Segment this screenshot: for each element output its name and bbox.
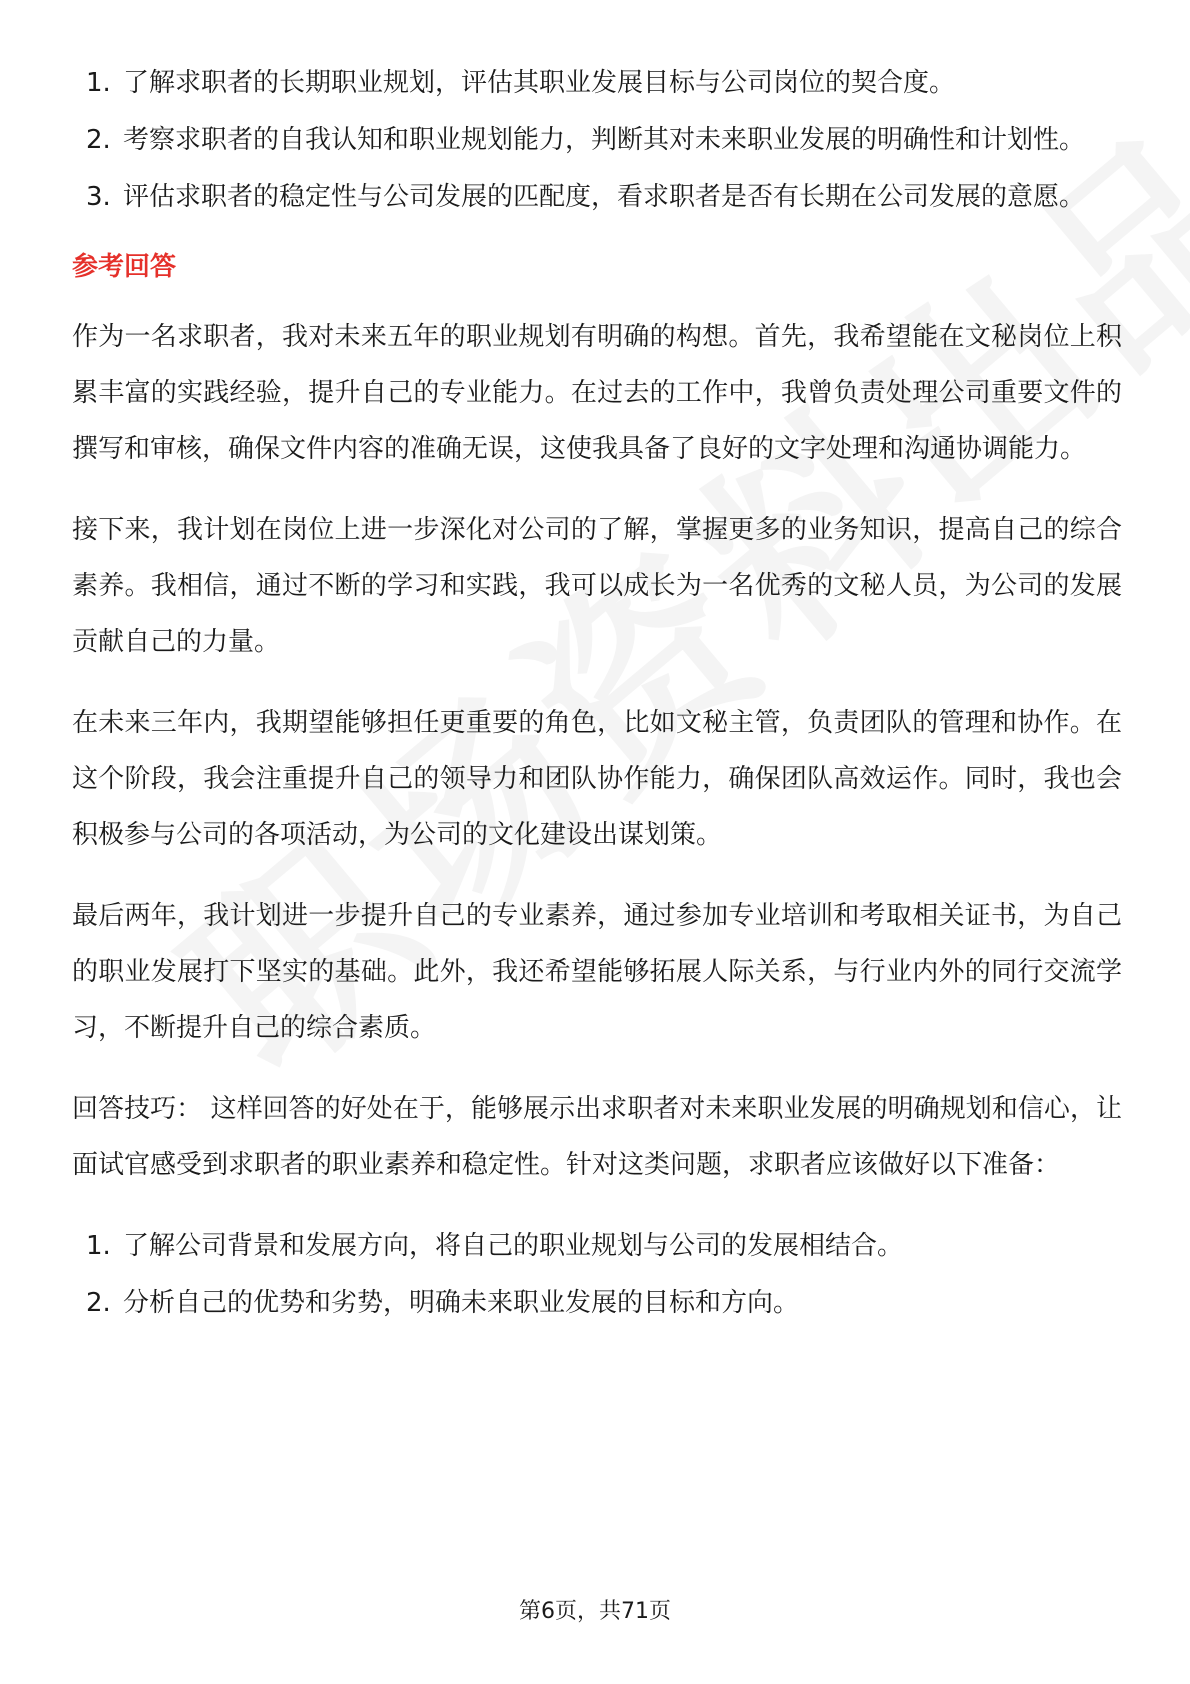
paragraph: 最后两年，我计划进一步提升自己的专业素养，通过参加专业培训和考取相关证书，为自己的职业发展打下坚实的基础。此外，我还希望能够拓展人际关系，与行业内外的同行交流学习，不断提升自己的综合素质。 <box>72 901 1122 1043</box>
list-item-text: 考察求职者的自我认知和职业规划能力，判断其对未来职业发展的明确性和计划性。 <box>123 125 1086 155</box>
list-item-text: 评估求职者的稳定性与公司发展的匹配度，看求职者是否有长期在公司发展的意愿。 <box>123 182 1086 212</box>
list-item-number: 2. <box>86 1288 111 1318</box>
list-item <box>72 55 1122 111</box>
list-item <box>72 169 1122 225</box>
list-top <box>72 55 1122 225</box>
paragraph: 接下来，我计划在岗位上进一步深化对公司的了解，掌握更多的业务知识，提高自己的综合素养。我相信，通过不断的学习和实践，我可以成长为一名优秀的文秘人员，为公司的发展贡献自己的力量。 <box>72 515 1122 657</box>
section-heading: 参考回答 <box>72 252 177 282</box>
list-item-number: 2. <box>86 125 111 155</box>
paragraph: 回答技巧： 这样回答的好处在于，能够展示出求职者对未来职业发展的明确规划和信心，让面试官感受到求职者的职业素养和稳定性。针对这类问题，求职者应该做好以下准备： <box>72 1094 1122 1180</box>
list-item-text: 分析自己的优势和劣势，明确未来职业发展的目标和方向。 <box>123 1288 800 1318</box>
paragraph: 作为一名求职者，我对未来五年的职业规划有明确的构想。首先，我希望能在文秘岗位上积累丰富的实践经验，提升自己的专业能力。在过去的工作中，我曾负责处理公司重要文件的撰写和审核，确保文件内容的准确无误，这使我具备了良好的文字处理和沟通协调能力。 <box>72 322 1122 464</box>
page-footer: 第6页，共71页 <box>519 1599 671 1624</box>
list-item-text: 了解公司背景和发展方向，将自己的职业规划与公司的发展相结合。 <box>123 1231 904 1261</box>
list-item-number: 1. <box>86 68 111 98</box>
list-item <box>72 112 1122 168</box>
list-item-number: 1. <box>86 1231 111 1261</box>
list-item <box>72 1275 1122 1331</box>
page-content <box>72 55 1122 1332</box>
list-bottom <box>72 1218 1122 1331</box>
paragraph: 在未来三年内，我期望能够担任更重要的角色，比如文秘主管，负责团队的管理和协作。在这个阶段，我会注重提升自己的领导力和团队协作能力，确保团队高效运作。同时，我也会积极参与公司的各项活动，为公司的文化建设出谋划策。 <box>72 708 1122 850</box>
list-item <box>72 1218 1122 1274</box>
list-item-number: 3. <box>86 182 111 212</box>
list-item-text: 了解求职者的长期职业规划，评估其职业发展目标与公司岗位的契合度。 <box>123 68 956 98</box>
